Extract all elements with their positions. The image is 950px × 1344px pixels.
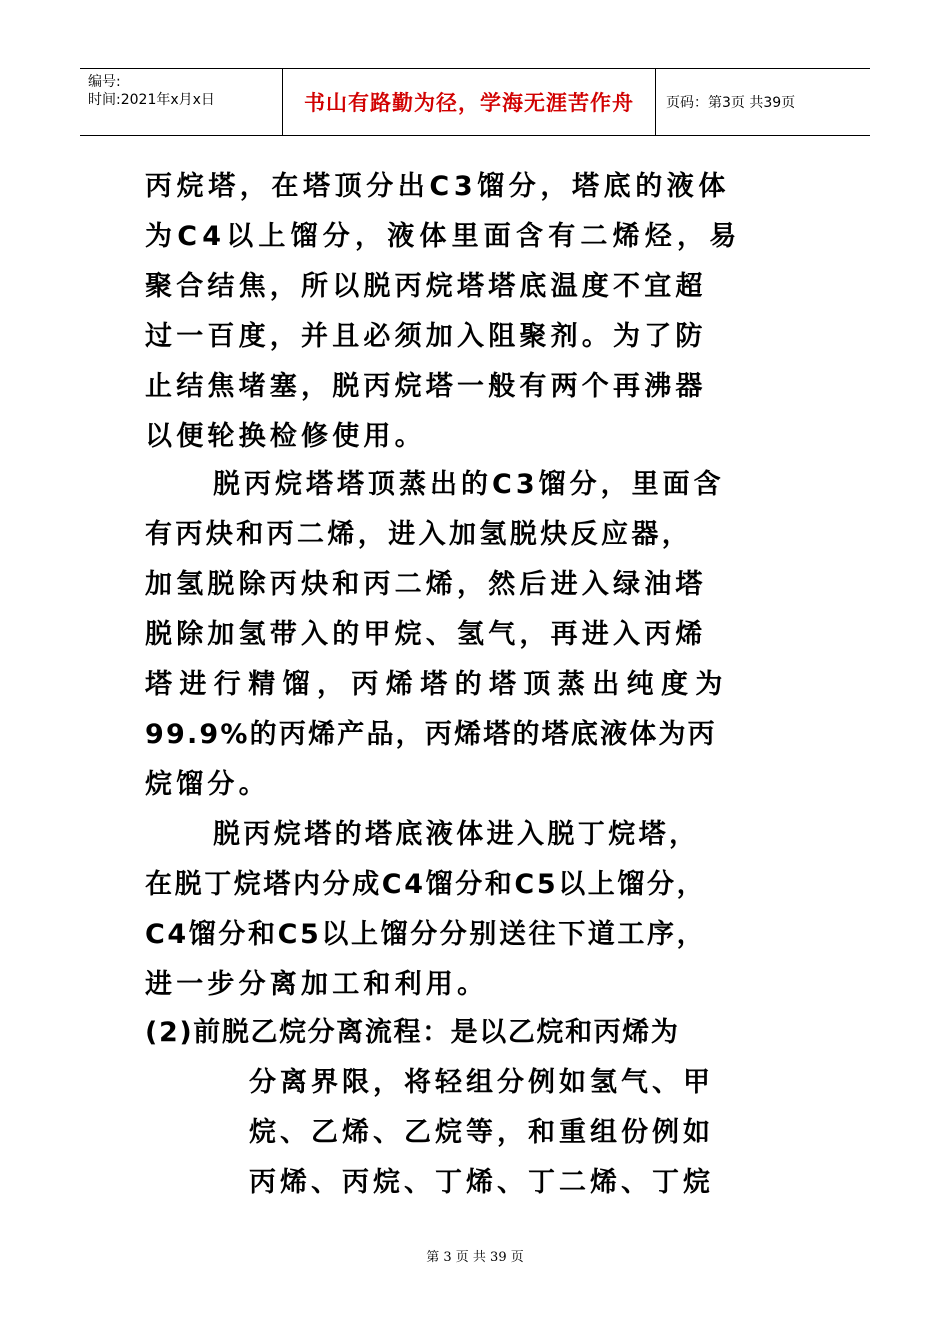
text-line: 以便轮换检修使用。 (145, 421, 426, 452)
header-meta-cell (80, 69, 283, 135)
text-line: 加氢脱除丙炔和丙二烯，然后进入绿油塔 (145, 569, 707, 600)
text-line: 脱丙烷塔塔顶蒸出的C3馏分，里面含 (213, 469, 725, 500)
footer-page-number: 第 3 页 共 39 页 (426, 1250, 524, 1265)
page-info: 页码：第3页 共39页 (666, 95, 796, 111)
time-label: 时间:2021年x月x日 (88, 92, 215, 108)
text-line: C4馏分和C5以上馏分分别送往下道工序， (145, 919, 707, 950)
text-line: 丙烯、丙烷、丁烯、丁二烯、丁烷 (249, 1167, 714, 1198)
header-page-cell (656, 69, 870, 135)
header-motto-cell (283, 69, 656, 135)
text-line: 聚合结焦，所以脱丙烷塔塔底温度不宜超 (145, 271, 707, 302)
text-line: 止结焦堵塞，脱丙烷塔一般有两个再沸器 (145, 371, 707, 402)
text-line: 烷馏分。 (145, 769, 270, 800)
number-label: 编号: (88, 74, 121, 90)
text-line: 为C4以上馏分，液体里面含有二烯烃，易 (145, 221, 742, 252)
text-line: 丙烷塔，在塔顶分出C3馏分，塔底的液体 (145, 171, 731, 202)
text-line: 脱除加氢带入的甲烷、氢气，再进入丙烯 (145, 619, 707, 650)
text-line: 进一步分离加工和利用。 (145, 969, 489, 1000)
text-line: 塔进行精馏，丙烯塔的塔顶蒸出纯度为 (145, 669, 730, 700)
text-line: 分离界限，将轻组分例如氢气、甲 (249, 1067, 714, 1098)
page-header (80, 68, 870, 136)
motto-text: 书山有路勤为径，学海无涯苦作舟 (304, 91, 634, 115)
text-line: 99.9%的丙烯产品，丙烯塔的塔底液体为丙 (145, 719, 717, 750)
text-line: 过一百度，并且必须加入阻聚剂。为了防 (145, 321, 707, 352)
text-line: 脱丙烷塔的塔底液体进入脱丁烷塔， (213, 819, 700, 850)
page-footer (0, 1246, 950, 1265)
text-line: 有丙炔和丙二烯，进入加氢脱炔反应器， (145, 519, 693, 550)
text-line: 在脱丁烷塔内分成C4馏分和C5以上馏分， (145, 869, 707, 900)
text-line: (2)前脱乙烷分离流程：是以乙烷和丙烯为 (145, 1017, 680, 1048)
text-line: 烷、乙烯、乙烷等，和重组份例如 (249, 1117, 714, 1148)
